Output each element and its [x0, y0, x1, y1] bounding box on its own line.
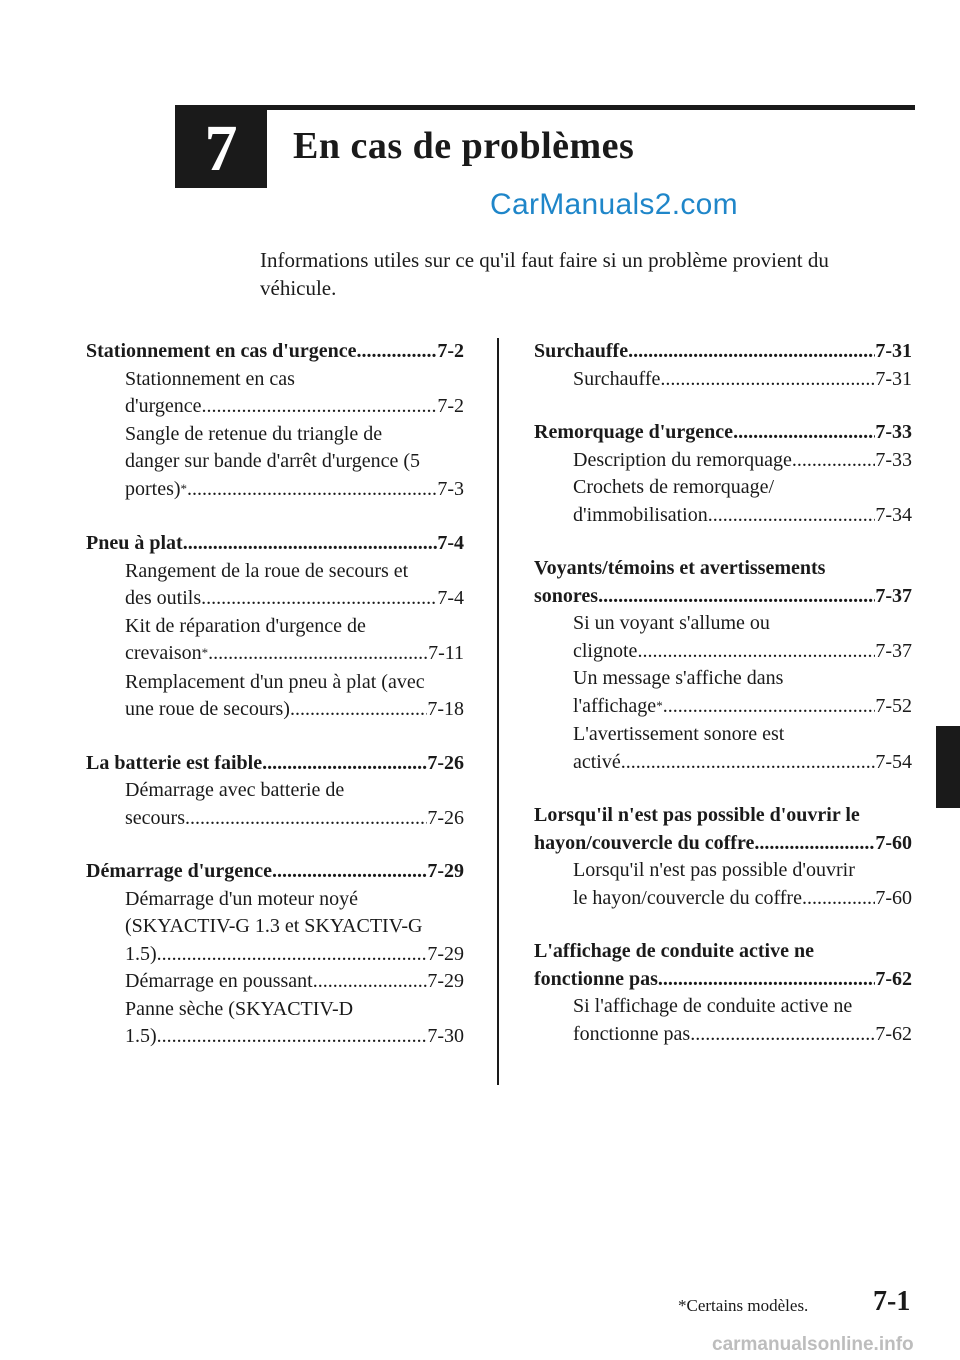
toc-section [534, 419, 912, 529]
toc-section-heading[interactable]: Stationnement en cas d'urgence ..... 7-2 [86, 338, 464, 366]
toc-entry-text: danger sur bande d'arrêt d'urgence (5 [125, 450, 421, 472]
toc-entry[interactable]: clignote ..... 7-37 [534, 638, 912, 666]
asterisk-marker: * [201, 645, 209, 660]
page-number: 7-1 [873, 1286, 911, 1317]
toc-right-column [534, 338, 912, 1074]
toc-entry-text: Un message s'affiche dans [573, 667, 784, 689]
footnote: *Certains modèles. [678, 1296, 809, 1315]
toc-section-heading-text: Voyants/témoins et avertissements [534, 557, 826, 579]
toc-entry[interactable]: des outils ..... 7-4 [86, 585, 464, 613]
toc-entry-text: Si l'affichage de conduite active ne [573, 995, 853, 1017]
toc-section [86, 858, 464, 1051]
toc-section [534, 555, 912, 776]
toc-section [86, 530, 464, 724]
toc-section-heading[interactable]: hayon/couvercle du coffre ..... 7-60 [534, 830, 912, 858]
chapter-title: En cas de problèmes [293, 125, 635, 167]
toc-entry-text: Stationnement en cas [125, 367, 295, 390]
chapter-intro: Informations utiles sur ce qu'il faut faire si un problème provient du véhicule. [260, 248, 829, 300]
chapter-header-rule [175, 105, 915, 110]
toc-entry-text: Sangle de retenue du triangle de [125, 422, 383, 445]
toc-entry[interactable]: une roue de secours) ..... 7-18 [86, 696, 464, 724]
toc-section-heading[interactable]: Démarrage d'urgence ..... 7-29 [86, 858, 464, 886]
toc-entry-text: Crochets de remorquage/ [573, 476, 775, 498]
chapter-thumb-tab [936, 726, 960, 808]
toc-entry[interactable]: fonctionne pas ..... 7-62 [534, 1021, 912, 1049]
toc-section-heading-text: L'affichage de conduite active ne [534, 940, 814, 962]
toc-entry-text: Kit de réparation d'urgence de [125, 614, 366, 637]
toc-section [534, 338, 912, 393]
toc-section-heading[interactable]: Remorquage d'urgence ..... 7-33 [534, 419, 912, 447]
toc-section-heading[interactable]: Surchauffe ..... 7-31 [534, 338, 912, 366]
toc-section-heading[interactable]: La batterie est faible ..... 7-26 [86, 750, 464, 778]
toc-entry[interactable]: Démarrage en poussant ..... 7-29 [86, 968, 464, 996]
chapter-number: 7 [204, 112, 238, 185]
watermark-bottom: carmanualsonline.info [712, 1334, 914, 1355]
asterisk-marker: * [656, 697, 663, 713]
toc-entry[interactable]: l'affichage * ..... 7-52 [534, 693, 912, 722]
toc-entry[interactable]: portes) * ..... 7-3 [86, 476, 464, 505]
toc-entry[interactable]: 1.5) ..... 7-30 [86, 1023, 464, 1051]
toc-entry[interactable]: Description du remorquage ..... 7-33 [534, 447, 912, 475]
toc-entry-text: Démarrage avec batterie de [125, 779, 345, 801]
toc-entry[interactable]: d'immobilisation ..... 7-34 [534, 502, 912, 530]
toc-section [86, 338, 464, 504]
asterisk-marker: * [180, 480, 188, 496]
toc-section [534, 938, 912, 1048]
toc-entry[interactable]: secours ..... 7-26 [86, 805, 464, 833]
toc-entry[interactable]: le hayon/couvercle du coffre ..... 7-60 [534, 885, 912, 913]
toc-entry-text: Démarrage d'un moteur noyé [125, 887, 358, 910]
watermark-logo-top: CarManuals2.com [490, 188, 738, 221]
toc-section-heading[interactable]: Pneu à plat ..... 7-4 [86, 530, 464, 558]
toc-entry-text: Rangement de la roue de secours et [125, 559, 409, 582]
toc-section-heading[interactable]: sonores ..... 7-37 [534, 583, 912, 611]
toc-entry-text: (SKYACTIV-G 1.3 et SKYACTIV-G [125, 915, 423, 937]
toc-entry[interactable]: crevaison * ..... 7-11 [86, 640, 464, 669]
toc-entry[interactable]: Surchauffe ..... 7-31 [534, 366, 912, 394]
toc-entry[interactable]: 1.5) ..... 7-29 [86, 941, 464, 969]
toc-entry-text: Lorsqu'il n'est pas possible d'ouvrir [573, 859, 855, 881]
toc-section-heading-text: Lorsqu'il n'est pas possible d'ouvrir le [534, 804, 860, 826]
toc-section-heading[interactable]: fonctionne pas ..... 7-62 [534, 966, 912, 994]
toc-entry-text: Si un voyant s'allume ou [573, 612, 770, 634]
column-divider [497, 338, 499, 1085]
chapter-number-box [175, 110, 267, 188]
toc-entry[interactable]: activé ..... 7-54 [534, 749, 912, 777]
toc-entry-text: Remplacement d'un pneu à plat (avec [125, 670, 425, 693]
toc-entry-text: L'avertissement sonore est [573, 723, 785, 745]
toc-section [534, 802, 912, 912]
toc-left-column [86, 338, 464, 1077]
toc-entry-text: Panne sèche (SKYACTIV-D [125, 997, 354, 1020]
toc-entry[interactable]: d'urgence ..... 7-2 [86, 393, 464, 421]
toc-section [86, 750, 464, 833]
